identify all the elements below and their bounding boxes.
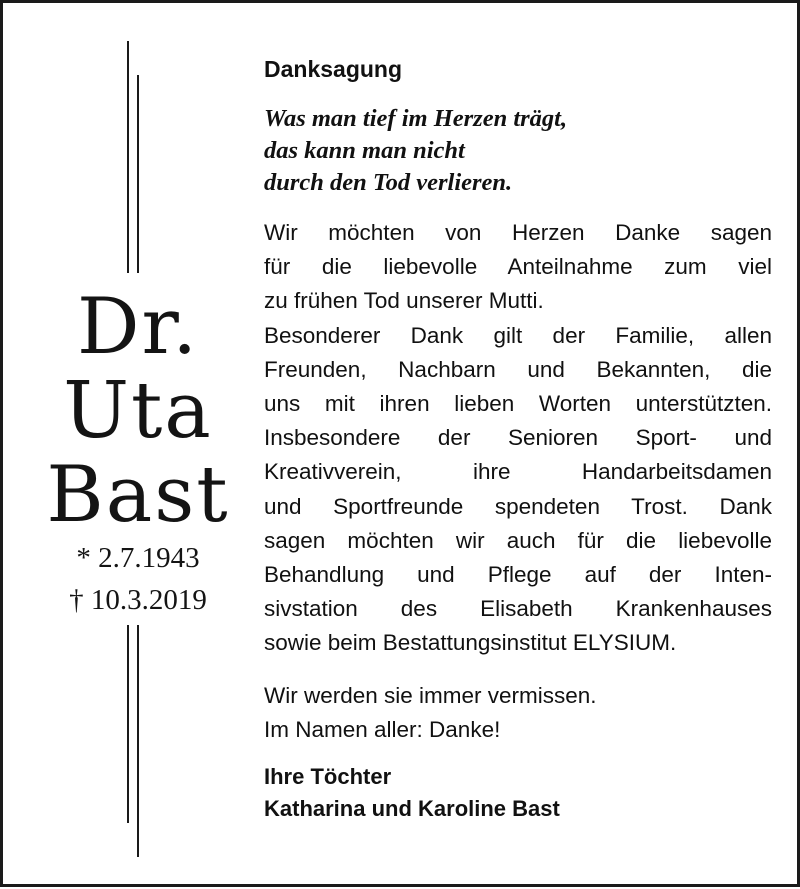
top-left-rule [127, 41, 129, 273]
closing-line: Im Namen aller: Danke! [264, 716, 501, 742]
body-line: Wir möchten von Herzen Danke sagen [264, 220, 772, 245]
body-line: Besonderer Dank gilt der Familie, allen [264, 322, 772, 348]
name-line-title: Dr. [76, 282, 200, 372]
top-right-rule [137, 75, 139, 273]
bottom-right-rule [137, 625, 139, 857]
notice-heading: Danksagung [264, 56, 403, 82]
body-line: sagen möchten wir auch für die liebevolle [264, 527, 772, 553]
body-line: und Sportfreunde spendeten Trost. Dank [264, 493, 772, 519]
birth-date: * 2.7.1943 [76, 542, 200, 574]
body-line: Freunden, Nachbarn und Bekannten, die [264, 356, 772, 382]
bottom-left-rule [127, 625, 129, 823]
signature-line: Ihre Töchter [264, 763, 392, 789]
body-line: uns mit ihren lieben Worten unterstützten. [264, 391, 772, 417]
life-dates [23, 537, 253, 621]
name-line-first: Uta [63, 366, 213, 456]
motto-line: durch den Tod verlieren. [264, 169, 513, 196]
notice-motto [264, 103, 772, 199]
closing-text [264, 679, 772, 747]
signature [264, 761, 772, 825]
notice-column [264, 53, 772, 825]
closing-line: Wir werden sie immer vermissen. [264, 682, 597, 708]
signature-line: Katharina und Karoline Bast [264, 795, 560, 821]
body-line: Behandlung und Pflege auf der Inten- [264, 562, 772, 588]
body-line: Kreativverein, ihre Handarbeitsdamen [264, 459, 772, 485]
deceased-name [23, 282, 253, 540]
body-line: zu frühen Tod unserer Mutti. [264, 288, 544, 314]
motto-line: Was man tief im Herzen trägt, [264, 105, 568, 132]
body-line: sivstation des Elisabeth Krankenhauses [264, 596, 772, 622]
name-line-last: Bast [46, 450, 230, 540]
body-line: sowie beim Bestattungsinstitut ELYSIUM. [264, 630, 677, 656]
body-line: für die liebevolle Anteilnahme zum viel [264, 254, 772, 280]
death-date: † 10.3.2019 [69, 584, 207, 616]
body-line: Insbesondere der Senioren Sport- und [264, 425, 772, 451]
thank-you-text [264, 216, 772, 661]
motto-line: das kann man nicht [264, 137, 465, 164]
